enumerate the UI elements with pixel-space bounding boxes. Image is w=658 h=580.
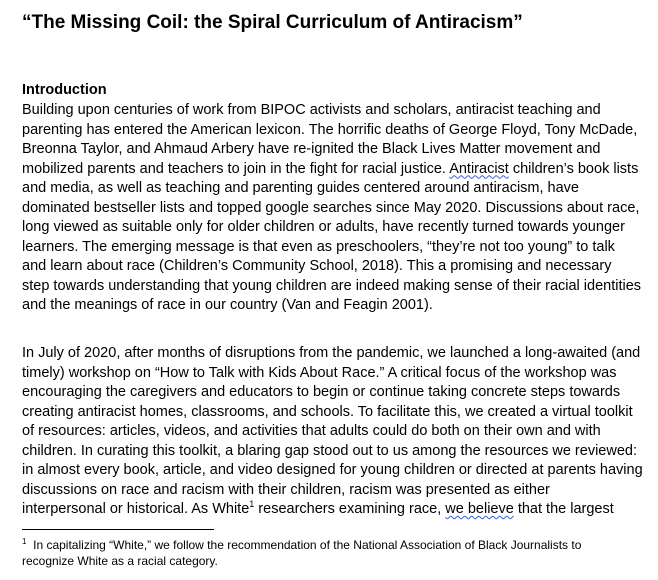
text-line: and the meanings of race in our country (Van and Feagin 2001). [22,297,433,313]
text-line: children. In curating this toolkit, a blaring gap stood out to us among the resources we reviewed: [22,442,637,459]
text-run: children’s book lists [508,160,639,177]
footnote-text: In capitalizing “White,” we follow the recommendation of the National Association of Black Journalists to [26,538,582,552]
spellcheck-flagged-word[interactable]: Antiracist [449,160,509,177]
footnote-reference[interactable]: 1 [249,499,255,509]
text-line: creating antiracist homes, classrooms, and schools. To facilitate this, we created a virtual toolkit [22,403,633,420]
text-run: researchers examining race, [254,501,446,517]
text-line: and media, as well as teaching and parenting guides centered around antiracism, have [22,180,579,196]
text-line: In July of 2020, after months of disruptions from the pandemic, we launched a long-awaited (and [22,345,641,361]
text-line: long viewed as suitable only for older children or adults, have recently turned towards younger [22,219,625,235]
footnote [22,538,642,569]
text-run: interpersonal or historical. As White [22,501,250,517]
section-heading-introduction: Introduction [22,82,107,98]
document-title: “The Missing Coil: the Spiral Curriculum of Antiracism” [22,12,523,33]
paragraph-2 [22,344,652,520]
text-line [22,160,652,180]
text-line: of resources: articles, videos, and activities that adults could do both on their own and with [22,423,601,439]
text-line [22,500,652,520]
text-line: parenting has entered the American lexicon. The horrific deaths of George Floyd, Tony McDade, [22,121,638,138]
footnote-marker: 1 [22,537,27,546]
text-line: dominated bestseller lists and topped google searches since May 2020. Discussions about race, [22,199,640,216]
text-run: that the largest [513,501,614,517]
grammar-flagged-phrase[interactable]: we believe [445,501,514,517]
text-line: and learn about race (Children’s Community School, 2018). This a promising and necessary [22,258,612,274]
text-line: timely) workshop on “How to Talk with Kids About Race.” A critical focus of the workshop was [22,364,617,381]
text-line: step towards understanding that young children are indeed making sense of their racial identities [22,277,642,294]
text-line: discussions on race and racism with their children, racism was presented as either [22,481,550,498]
text-line: in almost every book, article, and video designed for young children or directed at parents having [22,462,643,478]
text-run: mobilized parents and teachers to join in the fight for racial justice. [22,160,450,177]
paragraph-1 [22,101,652,316]
text-line: learners. The emerging message is that even as preschoolers, “they’re not too young” to talk [22,238,615,255]
footnote-line [22,538,642,554]
text-line: Breonna Taylor, and Ahmaud Arbery have re-ignited the Black Lives Matter movement and [22,141,601,157]
footnote-separator [22,529,214,530]
text-line: encouraging the caregivers and educators to begin or continue taking concrete steps towards [22,384,621,400]
text-line: Building upon centuries of work from BIPOC activists and scholars, antiracist teaching and [22,102,601,118]
footnote-line: recognize White as a racial category. [22,553,218,568]
